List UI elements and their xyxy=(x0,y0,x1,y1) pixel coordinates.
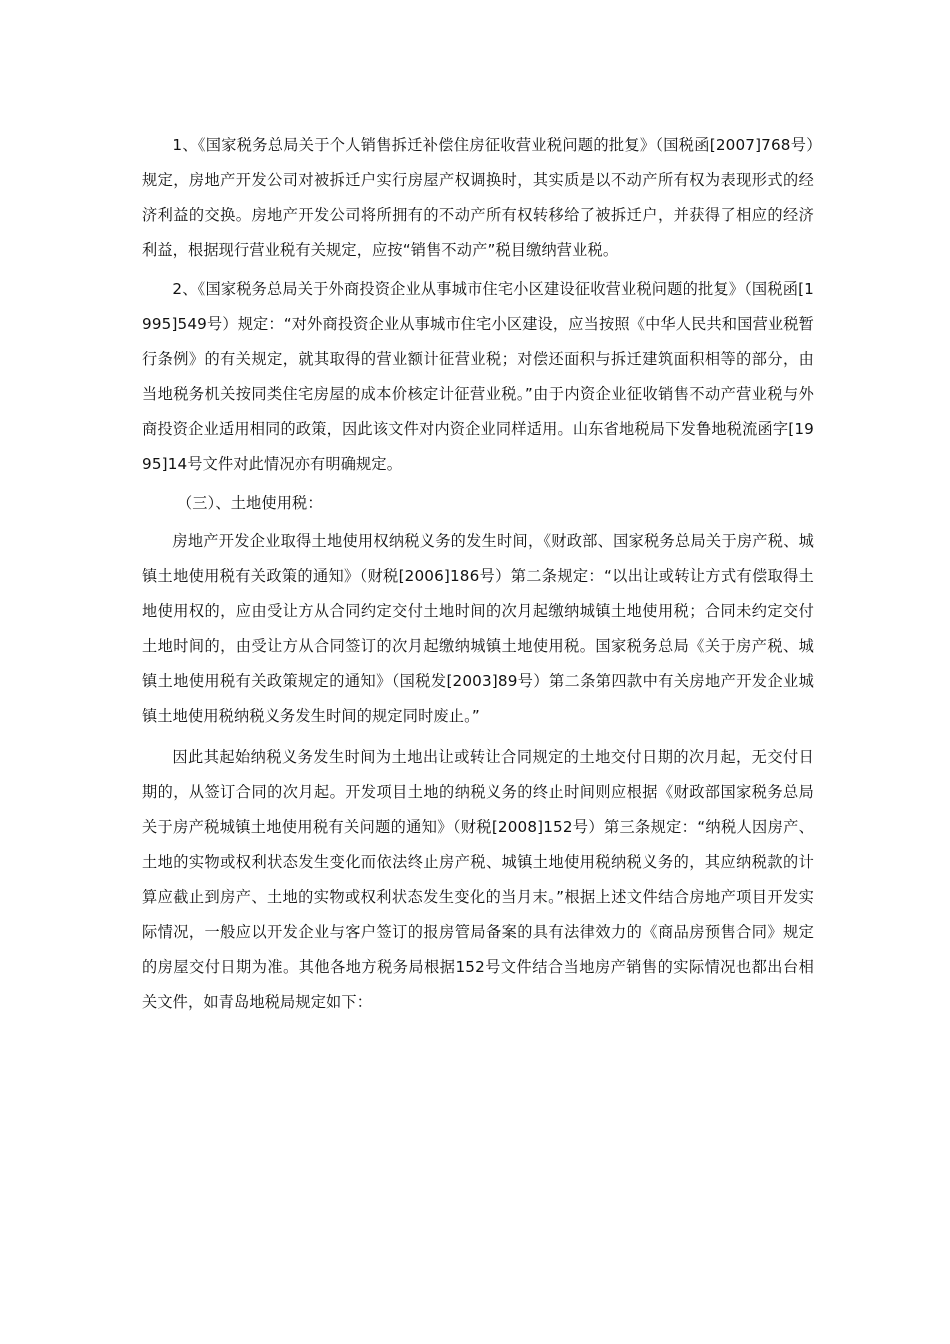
paragraph-land-tax-timing: 房地产开发企业取得土地使用权纳税义务的发生时间，《财政部、国家税务总局关于房产税、城镇土地使用税有关政策的通知》（财税[2006]186号）第二条规定：“以出让或转让方式有偿取得土地使用权的，应由受让方从合同约定交付土地时间的次月起缴纳城镇土地使用税；合同未约定交付土地时间的，由受让方从合同签订的次月起缴纳城镇土地使用税。国家税务总局《关于房产税、城镇土地使用税有关政策规定的通知》（国税发[2003]89号）第二条第四款中有关房地产开发企业城镇土地使用税纳税义务发生时间的规定同时废止。” xyxy=(142,532,814,725)
paragraph-item-1: 1、《国家税务总局关于个人销售拆迁补偿住房征收营业税问题的批复》（国税函[2007]768号）规定，房地产开发公司对被拆迁户实行房屋产权调换时，其实质是以不动产所有权为表现形式的经济利益的交换。房地产开发公司将所拥有的不动产所有权转移给了被拆迁户，并获得了相应的经济利益，根据现行营业税有关规定，应按“销售不动产”税目缴纳营业税。 xyxy=(142,136,814,259)
section-heading: （三）、土地使用税： xyxy=(176,494,323,512)
paragraph-item-2: 2、《国家税务总局关于外商投资企业从事城市住宅小区建设征收营业税问题的批复》（国税函[1995]549号）规定：“对外商投资企业从事城市住宅小区建设，应当按照《中华人民共和国营业税暂行条例》的有关规定，就其取得的营业额计征营业税；对偿还面积与拆迁建筑面积相等的部分，由当地税务机关按同类住宅房屋的成本价核定计征营业税。”由于内资企业征收销售不动产营业税与外商投资企业适用相同的政策，因此该文件对内资企业同样适用。山东省地税局下发鲁地税流函字[1995]14号文件对此情况亦有明确规定。 xyxy=(142,280,814,473)
paragraph-land-tax-termination: 因此其起始纳税义务发生时间为土地出让或转让合同规定的土地交付日期的次月起，无交付日期的，从签订合同的次月起。开发项目土地的纳税义务的终止时间则应根据《财政部国家税务总局关于房产税城镇土地使用税有关问题的通知》（财税[2008]152号）第三条规定：“纳税人因房产、土地的实物或权利状态发生变化而依法终止房产税、城镇土地使用税纳税义务的，其应纳税款的计算应截止到房产、土地的实物或权利状态发生变化的当月末。”根据上述文件结合房地产项目开发实际情况，一般应以开发企业与客户签订的报房管局备案的具有法律效力的《商品房预售合同》规定的房屋交付日期为准。其他各地方税务局根据152号文件结合当地房产销售的实际情况也都出台相关文件，如青岛地税局规定如下： xyxy=(142,748,814,1011)
document-page xyxy=(142,128,814,1020)
